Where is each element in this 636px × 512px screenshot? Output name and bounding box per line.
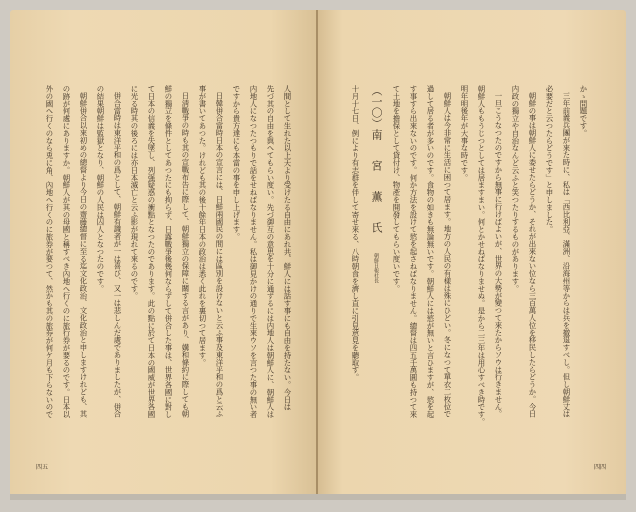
text-line: 日淸戰爭の時も其の宣戰布告に際して、朝鮮獨立の保障に關する言があり、媾和條約に際しても朝 (181, 92, 190, 418)
right-page-text (334, 85, 592, 457)
text-line: 三年前義兵團が來た時に、私は「西比利亞、滿洲、沿海州等からは兵を撤退すべし。但し朝鮮丈は (562, 92, 571, 418)
text-line: の跡が何處にありますか。朝鮮人が其の母國と稱すべき內地へ行くのに旅行券が要るのです。日本以 (62, 85, 71, 418)
text-line: 人間として生れた以上天より受けたる自由にあれ共、鮮人には話す事にも自由を持たない。今日は (283, 85, 292, 411)
text-line: 併合當時は東洋平和の爲として、朝鮮有識者が一は喜び、又一は悲しんだ處でありましたが、併合 (113, 92, 122, 418)
text-line: 朝鮮人は今非常に生活に困つて居ます。地方の人民の有樣は殊にひどい。冬になつて單衣二枚位で (443, 92, 452, 418)
text-line: 外の國へ行くのなら兎に角、內地へ行くのに旅券が要つて、然かも其の旅券が何ケ月も下らないので (45, 85, 54, 418)
text-line: に光る時其の後ろには亦日本滅亡と云ふ影が現れて來るのです。 (130, 85, 139, 300)
page-number-right: 四四 (594, 464, 607, 471)
section-heading (364, 85, 388, 457)
text-line: 日韓併合當時日本の宣言には、日鮮兩國民の間には區別を設けないと云ふ事及東洋平和の爲と云ふ (215, 92, 224, 418)
text-line: す事すら出來ないのです。何か方法を設けて慾を起さねばなりません。總督は四五千萬圓も持つて來 (409, 85, 418, 418)
text-line: ですから貴方達にも本當の事を申し上げます。 (232, 85, 241, 241)
text-line: 一旦こうなつたのですから無事に行けばよいが、世界の大勢が變つて來たからソウは行きません。 (494, 92, 503, 418)
text-line: 先づ其の自由を與へてもらい度い。先づ御互の意思を十分に通ずるには内地人は朝鮮人に、朝鮮人は (266, 85, 275, 418)
text-line: て土地を擔保として貸付け、物產を開發してもらい度いです。 (392, 85, 401, 293)
text-line: 明年明後年が大事な時です。 (460, 85, 469, 182)
text-line: 過して居る者が多いのです。食物の如きも無論無いです。朝鮮人には慾が無いと言ひますが、慾を起 (426, 85, 435, 418)
left-page (10, 10, 316, 496)
text-line: 必要だと云つたらどうです」と申しました。 (545, 85, 554, 233)
text-line: 朝鮮の事は朝鮮人に委せたらどうか、それが出來ない位なら三百萬人位を移民したらどうか。今日 (528, 92, 537, 418)
text-line: 朝鮮併合以來初めの總督より今日の齋藤總督に至る迄文化政治、文化政治と申しますけれども、其 (79, 92, 88, 418)
person-name (370, 129, 383, 253)
name-character: 南 (370, 129, 383, 140)
page-number-left: 四五 (36, 464, 49, 471)
person-title: 朝鮮日報社長 (373, 253, 379, 283)
text-line: の結果朝鮮は監獄となり、朝鮮の人民は囚人となつたのです。 (96, 85, 105, 293)
text-line: 内政の獨立や自治なんど云ふと笑つたりするものがあります。 (511, 85, 520, 293)
text-line: 事が書いてあつた。けれども其の後十餘年日本の政治は悉く此れを裏切つて居ます。 (198, 85, 207, 367)
right-page (318, 10, 626, 496)
book-bottom-edge (10, 494, 626, 500)
text-line: 内地人になつたつもりで話をせねばなりません。私は御見かけの通りで生來ウソを言つた事の無い者 (249, 85, 258, 418)
name-character: 宮 (370, 160, 383, 171)
left-page-text (34, 85, 296, 457)
text-line: 朝鮮人ももうじつとしては居ますまい。何とかせねばなりませぬ。是から二三年は用心すべき時です。 (477, 85, 486, 426)
text-line: 十月十七日、例により有志群を伴して寄せ來る、八時朝食を濟し直に引見意見を聽取す。 (351, 85, 360, 381)
section-number: （一〇） (370, 85, 383, 129)
name-character: 氏 (370, 222, 383, 233)
text-line: 鮮の獨立を條件としてあつたにも拘らず、日露戰爭後幾何ならずして併合した事は、世界各國に對し (164, 85, 173, 418)
text-line: て日本の信義を失墜し、列强疑惑の衝點となつたのであります。此の點に於て日本の國威が世界各國 (147, 85, 156, 418)
name-character: 薫 (370, 191, 383, 202)
text-line: かゝ問題です。 (579, 85, 588, 137)
